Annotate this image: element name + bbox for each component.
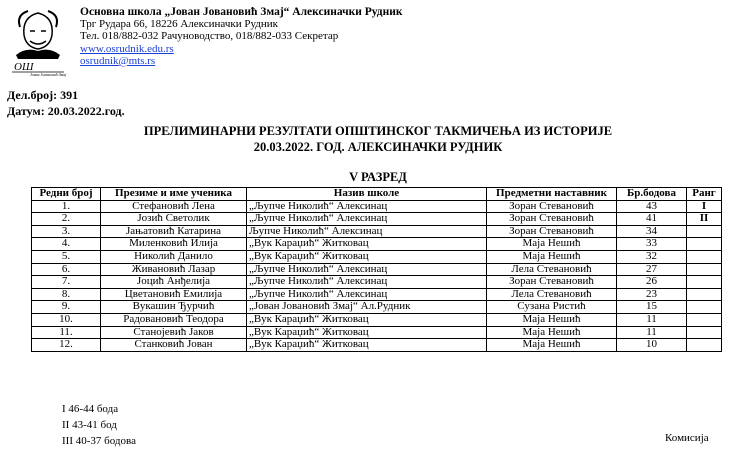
school-name-cell: Љупче Николић“ Алексинац — [247, 225, 487, 238]
rank — [687, 238, 722, 251]
school-name-cell: „Љупче Николић“ Алексинац — [247, 263, 487, 276]
logo-caption: Јован Јовановић Змај — [30, 72, 67, 77]
points: 11 — [617, 313, 687, 326]
table-row — [32, 326, 722, 339]
teacher-name: Зоран Стевановић — [487, 200, 617, 213]
table-row — [32, 213, 722, 226]
results-table — [31, 187, 722, 352]
teacher-name: Зоран Стевановић — [487, 213, 617, 226]
student-name: Цветановић Емилија — [101, 288, 247, 301]
website-link[interactable]: www.osrudnik.edu.rs — [80, 42, 174, 55]
row-number: 6. — [32, 263, 101, 276]
school-phone: Тел. 018/882-032 Рачуноводство, 018/882-033 Секретар — [80, 30, 339, 43]
points: 34 — [617, 225, 687, 238]
teacher-name: Маја Нешић — [487, 238, 617, 251]
table-header-row — [32, 188, 722, 201]
table-row — [32, 238, 722, 251]
student-name: Вукашин Ђурчић — [101, 301, 247, 314]
teacher-name: Лела Стевановић — [487, 288, 617, 301]
header-name: Презиме и име ученика — [101, 188, 247, 201]
rank — [687, 250, 722, 263]
rank — [687, 301, 722, 314]
student-name: Николић Данило — [101, 250, 247, 263]
header-points: Бр.бодова — [617, 188, 687, 201]
table-row — [32, 339, 722, 352]
table-row — [32, 263, 722, 276]
points: 15 — [617, 301, 687, 314]
student-name: Станојевић Јаков — [101, 326, 247, 339]
table-row — [32, 225, 722, 238]
student-name: Јањатовић Катарина — [101, 225, 247, 238]
teacher-name: Зоран Стевановић — [487, 225, 617, 238]
teacher-name: Маја Нешић — [487, 326, 617, 339]
points: 11 — [617, 326, 687, 339]
rank — [687, 263, 722, 276]
rank-legend — [62, 401, 136, 449]
row-number: 8. — [32, 288, 101, 301]
document-date: Датум: 20.03.2022.год. — [7, 104, 125, 118]
row-number: 4. — [32, 238, 101, 251]
row-number: 3. — [32, 225, 101, 238]
points: 23 — [617, 288, 687, 301]
row-number: 7. — [32, 276, 101, 289]
points: 10 — [617, 339, 687, 352]
school-name-cell: „Вук Караџић“ Житковац — [247, 326, 487, 339]
student-name: Јоцић Анђелија — [101, 276, 247, 289]
document-title: ПРЕЛИМИНАРНИ РЕЗУЛТАТИ ОПШТИНСКОГ ТАКМИЧЕЊА ИЗ ИСТОРИЈЕ — [143, 124, 613, 138]
points: 26 — [617, 276, 687, 289]
points: 33 — [617, 238, 687, 251]
school-name-cell: „Љупче Николић“ Алексинац — [247, 288, 487, 301]
teacher-name: Маја Нешић — [487, 313, 617, 326]
rank: I — [687, 200, 722, 213]
student-name: Миленковић Илија — [101, 238, 247, 251]
table-row — [32, 276, 722, 289]
table-row — [32, 301, 722, 314]
teacher-name: Маја Нешић — [487, 339, 617, 352]
student-name: Радовановић Теодора — [101, 313, 247, 326]
header-rank: Ранг — [687, 188, 722, 201]
row-number: 2. — [32, 213, 101, 226]
points: 32 — [617, 250, 687, 263]
school-name-cell: „Јован Јовановић Змај“ Ал.Рудник — [247, 301, 487, 314]
rank — [687, 326, 722, 339]
header-teacher: Предметни наставник — [487, 188, 617, 201]
rank — [687, 313, 722, 326]
rank — [687, 288, 722, 301]
school-name-cell: „Вук Караџић“ Житковац — [247, 250, 487, 263]
teacher-name: Лела Стевановић — [487, 263, 617, 276]
table-row — [32, 313, 722, 326]
points: 43 — [617, 200, 687, 213]
grade-heading: V РАЗРЕД — [349, 170, 407, 184]
teacher-name: Сузана Ристић — [487, 301, 617, 314]
teacher-name: Зоран Стевановић — [487, 276, 617, 289]
table-row — [32, 200, 722, 213]
rank — [687, 276, 722, 289]
school-name-cell: „Вук Караџић“ Житковац — [247, 339, 487, 352]
row-number: 9. — [32, 301, 101, 314]
table-row — [32, 250, 722, 263]
rank — [687, 225, 722, 238]
student-name: Станковић Јован — [101, 339, 247, 352]
header-school: Назив школе — [247, 188, 487, 201]
school-address: Трг Рудара 66, 18226 Алексиначки Рудник — [80, 18, 278, 31]
school-name-cell: „Вук Караџић“ Житковац — [247, 313, 487, 326]
school-name: Основна школа „Јован Јовановић Змај“ Алексиначки Рудник — [80, 6, 403, 18]
school-name-cell: „Љупче Николић“ Алексинац — [247, 200, 487, 213]
row-number: 5. — [32, 250, 101, 263]
student-name: Стефановић Лена — [101, 200, 247, 213]
row-number: 12. — [32, 339, 101, 352]
legend-item: II 43-41 бод — [62, 419, 117, 431]
portrait-icon — [6, 5, 70, 77]
legend-item: I 46-44 бода — [62, 403, 119, 415]
legend-item: III 40-37 бодова — [62, 435, 136, 447]
points: 41 — [617, 213, 687, 226]
school-name-cell: „Љупче Николић“ Алексинац — [247, 276, 487, 289]
student-name: Јозић Светолик — [101, 213, 247, 226]
logo-text: ОШ — [14, 61, 34, 73]
school-logo — [6, 5, 70, 77]
teacher-name: Маја Нешић — [487, 250, 617, 263]
letterhead — [80, 6, 403, 67]
row-number: 1. — [32, 200, 101, 213]
delovodni-broj: Дел.број: 391 — [7, 88, 79, 102]
table-row — [32, 288, 722, 301]
points: 27 — [617, 263, 687, 276]
document-subtitle: 20.03.2022. ГОД. АЛЕКСИНАЧКИ РУДНИК — [253, 140, 503, 154]
header-rb: Редни број — [32, 188, 101, 201]
komisija-label: Комисија — [665, 432, 709, 444]
row-number: 11. — [32, 326, 101, 339]
row-number: 10. — [32, 313, 101, 326]
student-name: Живановић Лазар — [101, 263, 247, 276]
school-name-cell: „Љупче Николић“ Алексинац — [247, 213, 487, 226]
school-name-cell: „Вук Караџић“ Житковац — [247, 238, 487, 251]
email-link[interactable]: osrudnik@mts.rs — [80, 54, 156, 67]
rank — [687, 339, 722, 352]
rank: II — [687, 213, 722, 226]
